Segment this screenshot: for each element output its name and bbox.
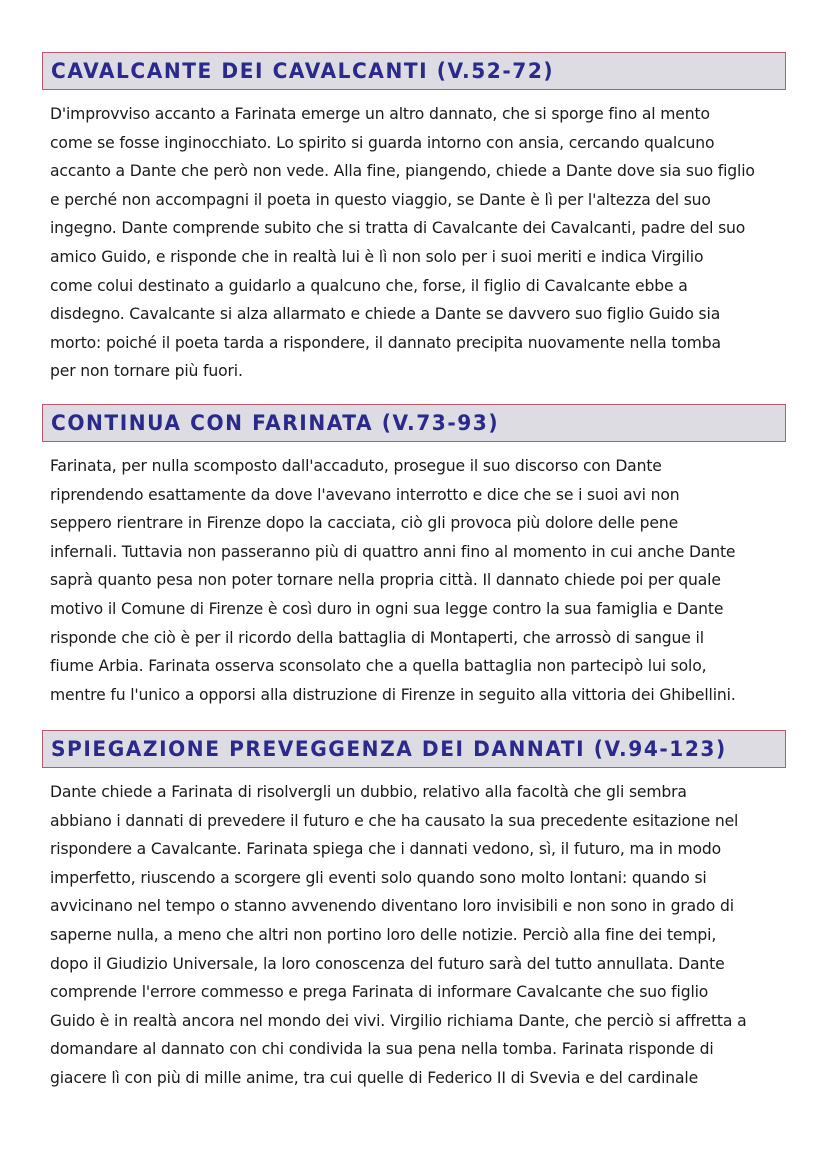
section-body: Dante chiede a Farinata di risolvergli un dubbio, relativo alla facoltà che gli sembra abbiano i dannati di prevedere il futuro e che ha causato la sua precedente esitazione nel rispondere a Cavalcante. Farinata spiega che i dannati vedono, sì, il futuro, ma in modo imperfetto, riuscendo a scorgere gli eventi solo quando sono molto lontani: quando si avvicinano nel tempo o stanno avvenendo diventano loro invisibili e non sono in grado di saperne nulla, a meno che altri non portino loro delle notizie. Perciò alla fine dei tempi, dopo il Giudizio Universale, la loro conoscenza del futuro sarà del tutto annullata. Dante comprende l'errore commesso e prega Farinata di informare Cavalcante che suo figlio Guido è in realtà ancora nel mondo dei vivi. Virgilio richiama Dante, che perciò si affretta a domandare al dannato con chi condivida la sua pena nella tomba. Farinata risponde di giacere lì con più di mille anime, tra cui quelle di Federico II di Svevia e del cardinale xyxy=(50,783,747,1087)
section-farinata xyxy=(42,404,786,709)
section-cavalcante xyxy=(42,52,786,386)
section-heading-box xyxy=(42,52,786,90)
section-heading-box xyxy=(42,730,786,768)
section-heading: CONTINUA CON FARINATA (V.73-93) xyxy=(51,411,500,435)
section-heading: CAVALCANTE DEI CAVALCANTI (V.52-72) xyxy=(51,59,555,83)
section-body: D'improvviso accanto a Farinata emerge un altro dannato, che si sporge fino al mento come se fosse inginocchiato. Lo spirito si guarda intorno con ansia, cercando qualcuno accanto a Dante che però non vede. Alla fine, piangendo, chiede a Dante dove sia suo figlio e perché non accompagni il poeta in questo viaggio, se Dante è lì per l'altezza del suo ingegno. Dante comprende subito che si tratta di Cavalcante dei Cavalcanti, padre del suo amico Guido, e risponde che in realtà lui è lì non solo per i suoi meriti e indica Virgilio come colui destinato a guidarlo a qualcuno che, forse, il figlio di Cavalcante ebbe a disdegno. Cavalcante si alza allarmato e chiede a Dante se davvero suo figlio Guido sia morto: poiché il poeta tarda a rispondere, il dannato precipita nuovamente nella tomba per non tornare più fuori. xyxy=(50,105,755,381)
section-preveggenza xyxy=(42,730,786,1093)
section-heading: SPIEGAZIONE PREVEGGENZA DEI DANNATI (V.94-123) xyxy=(51,737,727,761)
section-body: Farinata, per nulla scomposto dall'accaduto, prosegue il suo discorso con Dante riprendendo esattamente da dove l'avevano interrotto e dice che se i suoi avi non seppero rientrare in Firenze dopo la cacciata, ciò gli provoca più dolore delle pene infernali. Tuttavia non passeranno più di quattro anni fino al momento in cui anche Dante saprà quanto pesa non poter tornare nella propria città. Il dannato chiede poi per quale motivo il Comune di Firenze è così duro in ogni sua legge contro la sua famiglia e Dante risponde che ciò è per il ricordo della battaglia di Montaperti, che arrossò di sangue il fiume Arbia. Farinata osserva sconsolato che a quella battaglia non partecipò lui solo, mentre fu l'unico a opporsi alla distruzione di Firenze in seguito alla vittoria dei Ghibellini. xyxy=(50,457,736,704)
section-heading-box xyxy=(42,404,786,442)
